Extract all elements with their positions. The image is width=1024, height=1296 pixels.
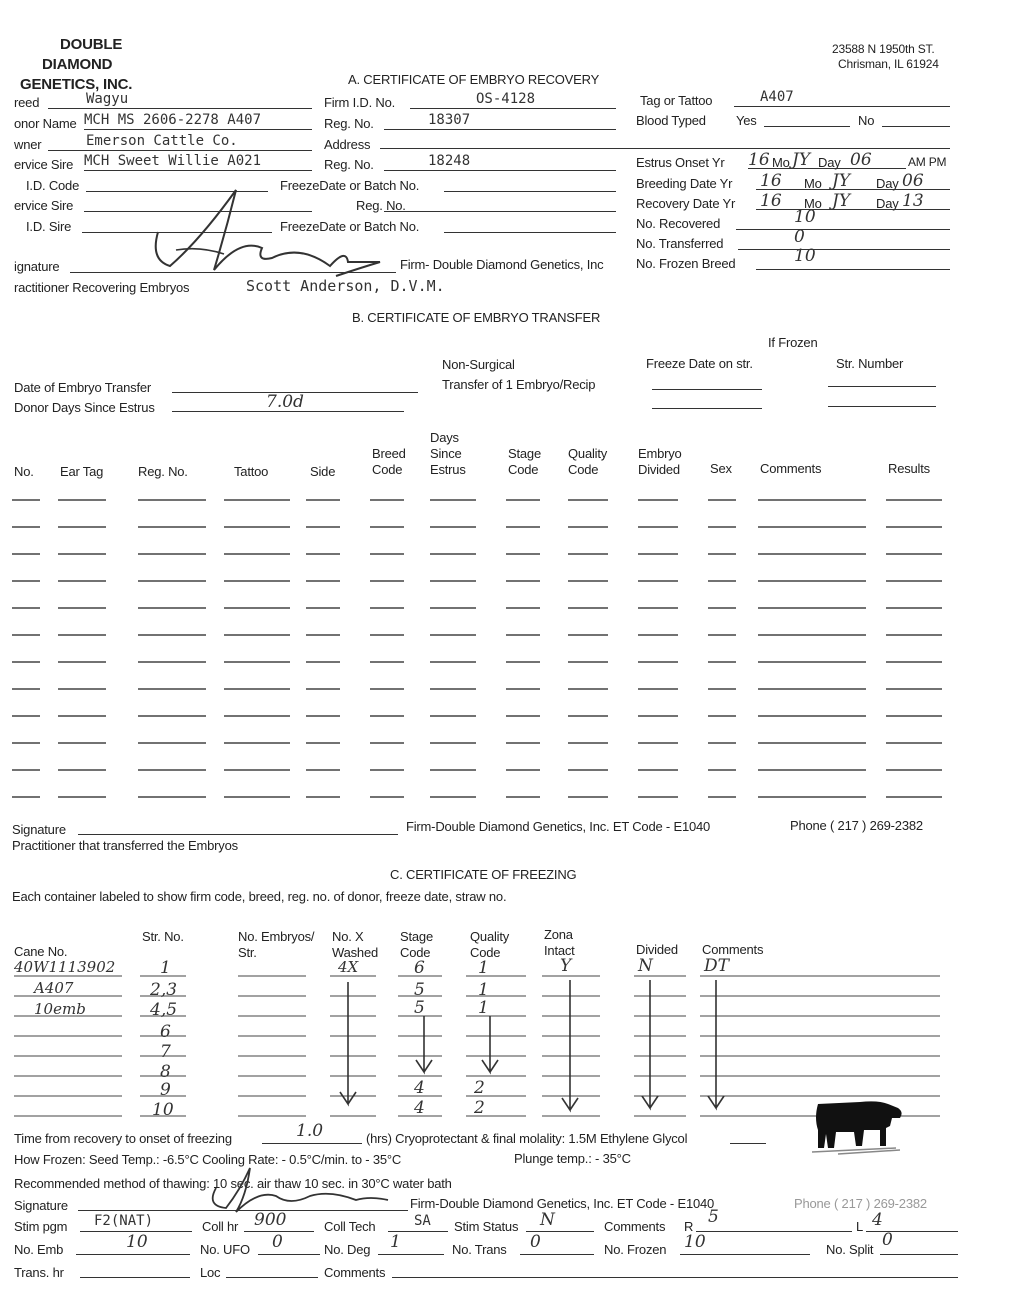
donor-days-label: Donor Days Since Estrus <box>14 400 155 415</box>
stim-pgm-label: Stim pgm <box>14 1219 68 1234</box>
col-c-cane: Cane No. <box>14 944 68 959</box>
firm-id-value: OS-4128 <box>476 91 536 107</box>
coll-hr-label: Coll hr <box>202 1219 239 1234</box>
stim-pgm-value: F2(NAT) <box>94 1213 154 1229</box>
freeze-batch-label: FreezeDate or Batch No. <box>280 178 420 193</box>
straw-3: 4,5 <box>150 1000 178 1020</box>
thaw-text: Recommended method of thawing: 10 sec. air thaw 10 sec. in 30°C water bath <box>14 1176 452 1191</box>
service-sire2-label: ervice Sire <box>14 198 74 213</box>
col-b-side: Side <box>310 464 336 479</box>
col-c-quality: Quality Code <box>470 929 510 960</box>
owner-value: Emerson Cattle Co. <box>86 133 238 149</box>
stage-1: 6 <box>414 958 425 978</box>
b-phone: Phone ( 217 ) 269-2382 <box>790 818 923 833</box>
stim-status-value: N <box>540 1210 555 1230</box>
col-c-zona: Zona Intact <box>544 927 575 958</box>
transfer-of-label: Transfer of 1 Embryo/Recip <box>442 377 596 392</box>
donor-value: MCH MS 2606-2278 A407 <box>84 112 262 128</box>
freeze-batch2-label: FreezeDate or Batch No. <box>280 219 420 234</box>
straw-5: 7 <box>160 1042 171 1062</box>
transferred-value: 0 <box>794 227 805 247</box>
reg-value: 18307 <box>428 112 471 128</box>
donor-days-value: 7.0d <box>266 392 304 412</box>
cane-line3: 10emb <box>34 1000 86 1018</box>
recovery-day-label: Day <box>876 196 899 211</box>
firm-label-a: Firm- Double Diamond Genetics, Inc <box>400 257 604 272</box>
b-firm-label: Firm-Double Diamond Genetics, Inc. ET Code - E1040 <box>406 819 711 834</box>
cane-line1: 40W1113902 <box>14 958 116 976</box>
stage-5: 4 <box>414 1098 425 1118</box>
zona-value: Y <box>560 956 572 976</box>
company-address-line2: Chrisman, IL 61924 <box>838 57 939 71</box>
no-trans-label: No. Trans <box>452 1242 507 1257</box>
stage-3: 5 <box>414 998 425 1018</box>
service-sire-label: ervice Sire <box>14 157 74 172</box>
col-c-str-no: Str. No. <box>142 929 184 944</box>
footer-comments2-label: Comments <box>324 1265 386 1280</box>
firm-id-label: Firm I.D. No. <box>324 95 396 110</box>
col-b-no: No. <box>14 464 34 479</box>
breeding-date-label: Breeding Date Yr <box>636 176 733 191</box>
id-code-label: I.D. Code <box>26 178 80 193</box>
b-practitioner-label: Practitioner that transferred the Embryos <box>12 838 238 853</box>
recovered-value: 10 <box>794 207 816 227</box>
straw-6: 8 <box>160 1062 171 1082</box>
reg-label: Reg. No. <box>324 116 374 131</box>
col-c-comments: Comments <box>702 942 764 957</box>
company-address-line1: 23588 N 1950th ST. <box>832 42 935 56</box>
estrus-day-label: Day <box>818 155 841 170</box>
trans-hr-label: Trans. hr <box>14 1265 64 1280</box>
l-value: 4 <box>872 1210 883 1230</box>
c-firm-label: Firm-Double Diamond Genetics, Inc. ET Code - E1040 <box>410 1196 715 1211</box>
col-c-stage: Stage Code <box>400 929 433 960</box>
col-b-embryo-divided: Embryo Divided <box>638 446 682 477</box>
comments-value: DT <box>704 956 729 976</box>
company-name-line2: DIAMOND <box>42 56 113 73</box>
practitioner-value: Scott Anderson, D.V.M. <box>246 277 445 295</box>
straw-7: 9 <box>160 1080 171 1100</box>
col-b-quality-code: Quality Code <box>568 446 608 477</box>
recovery-yr-value: 16 <box>760 191 782 211</box>
c-phone: Phone ( 217 ) 269-2382 <box>794 1196 927 1211</box>
l-label: L <box>856 1219 864 1234</box>
straw-4: 6 <box>160 1022 171 1042</box>
col-b-days-since-estrus: Days Since Estrus <box>430 430 466 477</box>
breeding-day-value: 06 <box>902 171 924 191</box>
col-b-breed-code: Breed Code <box>372 446 406 477</box>
cane-line2: A407 <box>34 979 74 997</box>
no-frozen-label: No. Frozen <box>604 1242 667 1257</box>
col-b-ear-tag: Ear Tag <box>60 464 104 479</box>
no-frozen-value: 10 <box>684 1232 706 1252</box>
col-b-tattoo: Tattoo <box>234 464 269 479</box>
washed-value: 4X <box>338 958 359 976</box>
company-name-line1: DOUBLE <box>60 36 123 53</box>
frozen-breed-value: 10 <box>794 246 816 266</box>
practitioner-label: ractitioner Recovering Embryos <box>14 280 190 295</box>
section-a-title: A. CERTIFICATE OF EMBRYO RECOVERY <box>348 72 600 87</box>
tag-value: A407 <box>760 89 794 105</box>
col-c-embryos-str: No. Embryos/ Str. <box>238 929 315 960</box>
r-value: 5 <box>708 1207 719 1227</box>
time-value: 1.0 <box>296 1121 324 1141</box>
no-trans-value: 0 <box>530 1232 541 1252</box>
r-label: R <box>684 1219 694 1234</box>
no-split-value: 0 <box>882 1230 893 1250</box>
stim-status-label: Stim Status <box>454 1219 519 1234</box>
estrus-yr-value: 16 <box>748 150 770 170</box>
blood-typed-label: Blood Typed <box>636 113 706 128</box>
blood-no-label: No <box>858 113 875 128</box>
cryo-text: (hrs) Cryoprotectant & final molality: 1.5M Ethylene Glycol <box>366 1131 688 1146</box>
company-name-line3: GENETICS, INC. <box>20 76 133 93</box>
col-b-stage-code: Stage Code <box>508 446 541 477</box>
date-transfer-label: Date of Embryo Transfer <box>14 380 152 395</box>
freeze-date-str-label: Freeze Date on str. <box>646 356 753 371</box>
breeding-day-label: Day <box>876 176 899 191</box>
recovery-day-value: 13 <box>902 191 924 211</box>
no-ufo-label: No. UFO <box>200 1242 250 1257</box>
quality-2: 1 <box>478 980 489 1000</box>
b-signature-label: Signature <box>12 822 66 837</box>
divided-value: N <box>638 956 653 976</box>
breeding-yr-value: 16 <box>760 171 782 191</box>
breed-label: reed <box>14 95 40 110</box>
col-b-results: Results <box>888 461 930 476</box>
donor-label: onor Name <box>14 116 77 131</box>
if-frozen-label: If Frozen <box>768 335 818 350</box>
no-split-label: No. Split <box>826 1242 874 1257</box>
blood-yes-label: Yes <box>736 113 757 128</box>
col-c-divided: Divided <box>636 942 678 957</box>
recovered-label: No. Recovered <box>636 216 721 231</box>
footer-comments-label: Comments <box>604 1219 666 1234</box>
recovery-mo-value: JY <box>832 191 851 211</box>
estrus-day-value: 06 <box>850 150 872 170</box>
quality-5: 2 <box>474 1098 485 1118</box>
service-sire-value: MCH Sweet Willie A021 <box>84 153 262 169</box>
sire-reg-value: 18248 <box>428 153 471 169</box>
col-b-sex: Sex <box>710 461 732 476</box>
stage-2: 5 <box>414 980 425 1000</box>
reg2-label: Reg. No. <box>356 198 406 213</box>
no-emb-label: No. Emb <box>14 1242 64 1257</box>
no-emb-value: 10 <box>126 1232 148 1252</box>
straw-2: 2,3 <box>150 980 178 1000</box>
coll-hr-value: 900 <box>254 1210 287 1230</box>
str-number-label: Str. Number <box>836 356 904 371</box>
section-c-title: C. CERTIFICATE OF FREEZING <box>390 867 577 882</box>
quality-1: 1 <box>478 958 489 978</box>
col-b-reg-no: Reg. No. <box>138 464 188 479</box>
estrus-mo-value: JY <box>792 150 811 170</box>
transferred-label: No. Transferred <box>636 236 724 251</box>
loc-label: Loc <box>200 1265 221 1280</box>
how-frozen-text: How Frozen: Seed Temp.: -6.5°C Cooling Rate: - 0.5°C/min. to - 35°C <box>14 1152 402 1167</box>
estrus-mo-label: Mo <box>772 155 790 170</box>
signature-label: ignature <box>14 259 60 274</box>
breed-value: Wagyu <box>86 91 129 107</box>
id-sire-label: I.D. Sire <box>26 219 72 234</box>
col-b-comments: Comments <box>760 461 822 476</box>
stage-4: 4 <box>414 1078 425 1098</box>
time-label: Time from recovery to onset of freezing <box>14 1131 232 1146</box>
owner-label: wner <box>14 137 42 152</box>
no-deg-label: No. Deg <box>324 1242 371 1257</box>
section-b-title: B. CERTIFICATE OF EMBRYO TRANSFER <box>352 310 601 325</box>
section-c-note: Each container labeled to show firm code, breed, reg. no. of donor, freeze date, straw no. <box>12 889 507 904</box>
tag-label: Tag or Tattoo <box>640 93 713 108</box>
coll-tech-value: SA <box>414 1213 431 1229</box>
c-signature-label: Signature <box>14 1198 68 1213</box>
no-deg-value: 1 <box>390 1232 401 1252</box>
breeding-mo-label: Mo <box>804 176 822 191</box>
frozen-breed-label: No. Frozen Breed <box>636 256 736 271</box>
am-pm-label: AM PM <box>908 155 947 169</box>
sire-reg-label: Reg. No. <box>324 157 374 172</box>
no-ufo-value: 0 <box>272 1232 283 1252</box>
recovery-mo-label: Mo <box>804 196 822 211</box>
estrus-onset-label: Estrus Onset Yr <box>636 155 725 170</box>
straw-1: 1 <box>160 958 171 978</box>
quality-4: 2 <box>474 1078 485 1098</box>
quality-3: 1 <box>478 998 489 1018</box>
straw-8: 10 <box>152 1100 174 1120</box>
coll-tech-label: Coll Tech <box>324 1219 376 1234</box>
plunge-text: Plunge temp.: - 35°C <box>514 1151 631 1166</box>
non-surgical-label: Non-Surgical <box>442 357 515 372</box>
breeding-mo-value: JY <box>832 171 851 191</box>
recovery-date-label: Recovery Date Yr <box>636 196 736 211</box>
col-c-washed: No. X Washed <box>332 929 379 960</box>
address-label: Address <box>324 137 371 152</box>
